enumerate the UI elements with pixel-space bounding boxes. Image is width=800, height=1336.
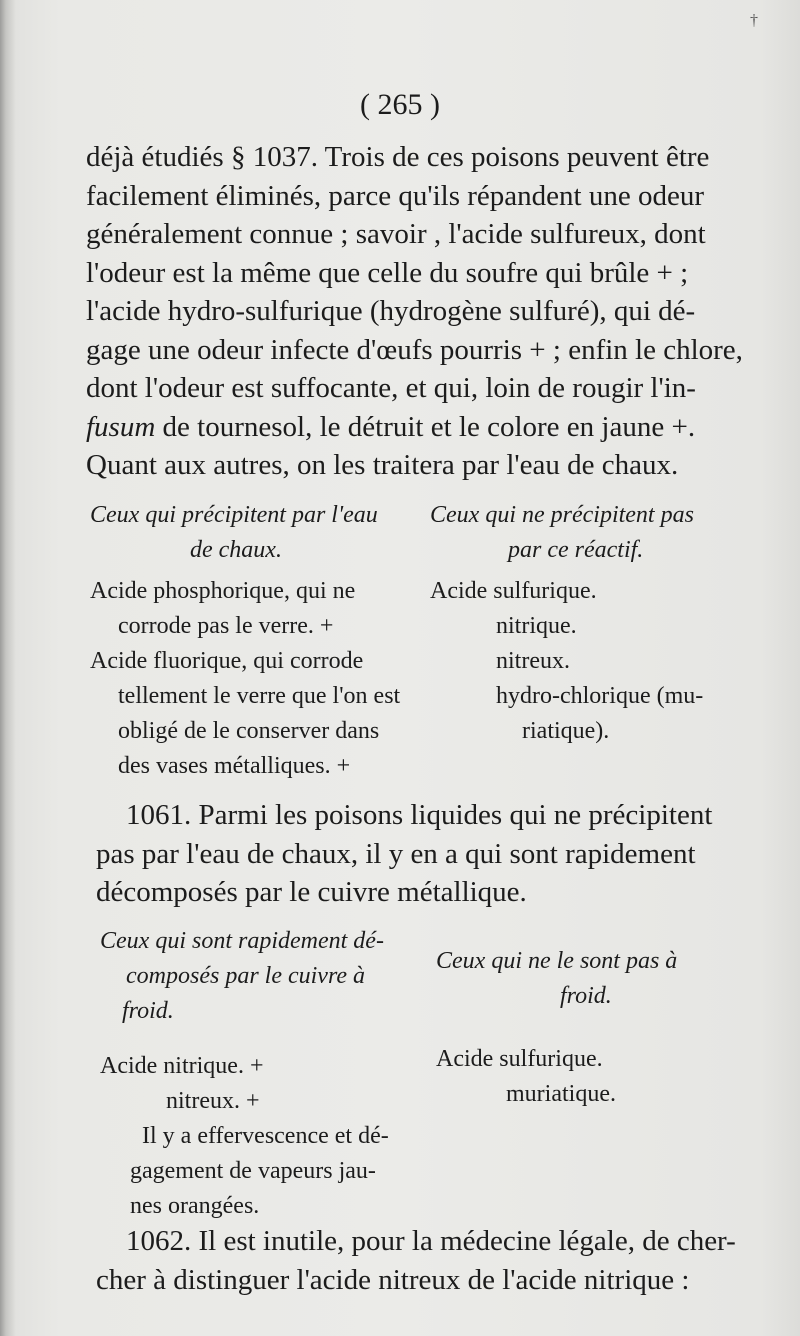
column-heading-line: par ce réactif. — [508, 537, 644, 563]
table-entry: nitrique. — [496, 613, 577, 639]
text-line — [86, 408, 736, 447]
column-heading-line: composés par le cuivre à — [126, 963, 366, 989]
corner-mark: † — [750, 12, 758, 29]
table-entry: gagement de vapeurs jau- — [130, 1158, 376, 1184]
line-rest: de tournesol, le détruit et le colore en jaune +. — [155, 410, 696, 443]
table2-left-column — [100, 924, 420, 1224]
text-line: 1061. Parmi les poisons liquides qui ne précipitent — [126, 799, 713, 831]
text-line: 1062. Il est inutile, pour la médecine légale, de cher- — [126, 1225, 736, 1257]
text-line: facilement éliminés, parce qu'ils répandent une odeur — [86, 179, 705, 212]
text-line: cher à distinguer l'acide nitreux de l'acide nitrique : — [96, 1263, 690, 1296]
column-heading-line: Ceux qui sont rapidement dé- — [100, 928, 384, 954]
table-entry: muriatique. — [506, 1081, 616, 1107]
table-entry: corrode pas le verre. + — [118, 613, 334, 639]
table-entry: des vases métalliques. + — [118, 753, 351, 779]
table-entry: riatique). — [522, 718, 610, 744]
text-line: l'odeur est la même que celle du soufre qui brûle + ; — [86, 256, 689, 289]
paragraph-3 — [96, 1222, 746, 1299]
table-entry: Acide phosphorique, qui ne — [90, 578, 356, 604]
table-entry: obligé de le conserver dans — [118, 718, 380, 744]
table1-left-column — [90, 498, 420, 784]
table-entry: Acide sulfurique. — [436, 1046, 603, 1072]
table-entry: nes orangées. — [130, 1193, 260, 1219]
paragraph-1 — [86, 138, 743, 485]
table2-right-column — [436, 944, 776, 1112]
column-heading-line: froid. — [122, 998, 174, 1024]
text-line: déjà étudiés § 1037. Trois de ces poisons peuvent être — [86, 141, 710, 173]
table-entry: Il y a effervescence et dé- — [142, 1123, 389, 1149]
paragraph-2 — [96, 796, 746, 912]
table-entry: tellement le verre que l'on est — [118, 683, 401, 709]
text-line: décomposés par le cuivre métallique. — [96, 876, 527, 908]
text-line: gage une odeur infecte d'œufs pourris + ; enfin le chlore, — [86, 333, 743, 366]
table-entry: Acide nitrique. + — [100, 1053, 264, 1079]
text-line: dont l'odeur est suffocante, et qui, loin de rougir l'in- — [86, 372, 696, 404]
text-line: l'acide hydro-sulfurique (hydrogène sulfuré), qui dé- — [86, 295, 696, 327]
column-heading-line: froid. — [560, 983, 612, 1009]
column-heading-line: de chaux. — [190, 537, 282, 563]
table-entry: Acide fluorique, qui corrode — [90, 648, 364, 674]
text-line: pas par l'eau de chaux, il y en a qui sont rapidement — [96, 837, 696, 870]
table1-right-column — [430, 498, 750, 749]
column-heading-line: Ceux qui précipitent par l'eau — [90, 502, 378, 528]
text-line: Quant aux autres, on les traitera par l'eau de chaux. — [86, 449, 679, 481]
column-heading-line: Ceux qui ne le sont pas à — [436, 948, 678, 974]
column-heading-line: Ceux qui ne précipitent pas — [430, 502, 694, 528]
text-line: généralement connue ; savoir , l'acide sulfureux, dont — [86, 218, 706, 250]
table-entry: Acide sulfurique. — [430, 578, 597, 604]
table-entry: hydro-chlorique (mu- — [496, 683, 704, 709]
italic-word: fusum — [86, 410, 156, 443]
page-number: ( 265 ) — [360, 88, 440, 121]
table-entry: nitreux. — [496, 648, 570, 674]
table-entry: nitreux. + — [166, 1088, 260, 1114]
